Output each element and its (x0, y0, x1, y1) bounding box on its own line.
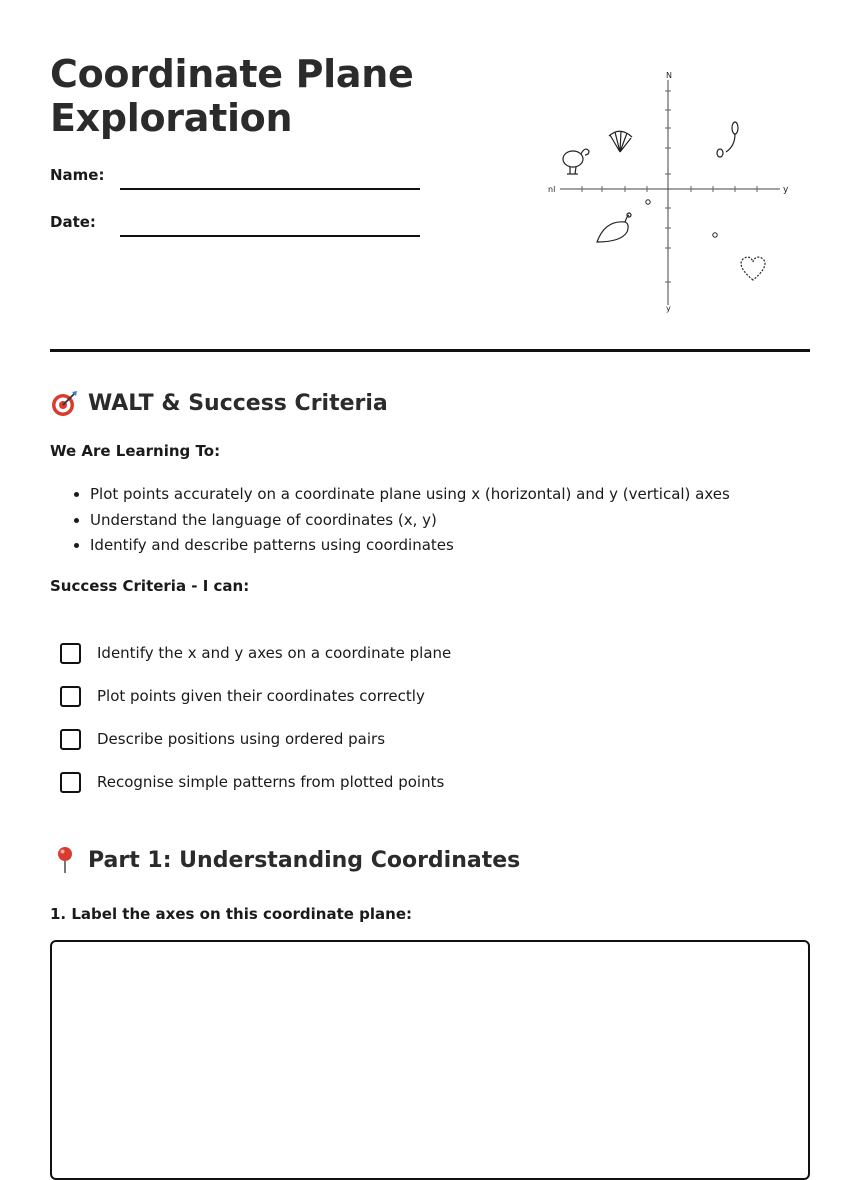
list-item: • Understand the language of coordinates (x, y) (90, 508, 730, 534)
page-title: Coordinate Plane Exploration (50, 52, 414, 140)
date-line[interactable] (120, 234, 420, 237)
criteria-text: Identify the x and y axes on a coordinate plane (97, 644, 452, 662)
west-label: nl (548, 185, 556, 194)
criteria-item[interactable] (60, 683, 425, 709)
east-label: y (783, 185, 789, 195)
axes-drawing-area[interactable] (50, 940, 810, 1180)
target-icon (50, 388, 80, 418)
point-marker (646, 200, 650, 204)
criteria-label: Success Criteria - I can: (50, 577, 250, 595)
list-item: • Plot points accurately on a coordinate plane using x (horizontal) and y (vertical) axes (90, 482, 730, 508)
objectives-list (50, 482, 730, 559)
north-label: N (666, 71, 672, 80)
heart-doodle (741, 257, 765, 280)
checkbox[interactable] (60, 643, 81, 664)
spoon-doodle (717, 122, 738, 157)
south-label: y (666, 304, 671, 313)
bird-doodle (563, 149, 589, 174)
criteria-item[interactable] (60, 640, 451, 666)
pin-icon (50, 845, 80, 875)
criteria-text: Plot points given their coordinates correctly (97, 687, 425, 705)
learning-label: We Are Learning To: (50, 442, 221, 460)
date-label: Date: (50, 213, 96, 231)
checkbox[interactable] (60, 686, 81, 707)
name-field[interactable] (50, 166, 420, 190)
checkbox[interactable] (60, 772, 81, 793)
name-line[interactable] (120, 187, 420, 190)
name-label: Name: (50, 166, 105, 184)
part1-heading (50, 845, 520, 875)
list-item: • Identify and describe patterns using coordinates (90, 533, 730, 559)
point-marker (713, 233, 717, 237)
axis-ticks (582, 91, 757, 282)
criteria-text: Recognise simple patterns from plotted points (97, 773, 445, 791)
criteria-item[interactable] (60, 726, 385, 752)
kiwi-doodle (597, 213, 631, 242)
walt-heading (50, 388, 388, 418)
checkbox[interactable] (60, 729, 81, 750)
fan-doodle (609, 131, 632, 152)
criteria-text: Describe positions using ordered pairs (97, 730, 386, 748)
question-1: 1. Label the axes on this coordinate plane: (50, 905, 413, 923)
date-field[interactable] (50, 213, 420, 237)
criteria-item[interactable] (60, 769, 444, 795)
header-divider (50, 349, 810, 352)
coordinate-plane-illustration (540, 60, 800, 315)
walt-heading-text: WALT & Success Criteria (88, 390, 388, 416)
part1-heading-text: Part 1: Understanding Coordinates (88, 847, 521, 873)
